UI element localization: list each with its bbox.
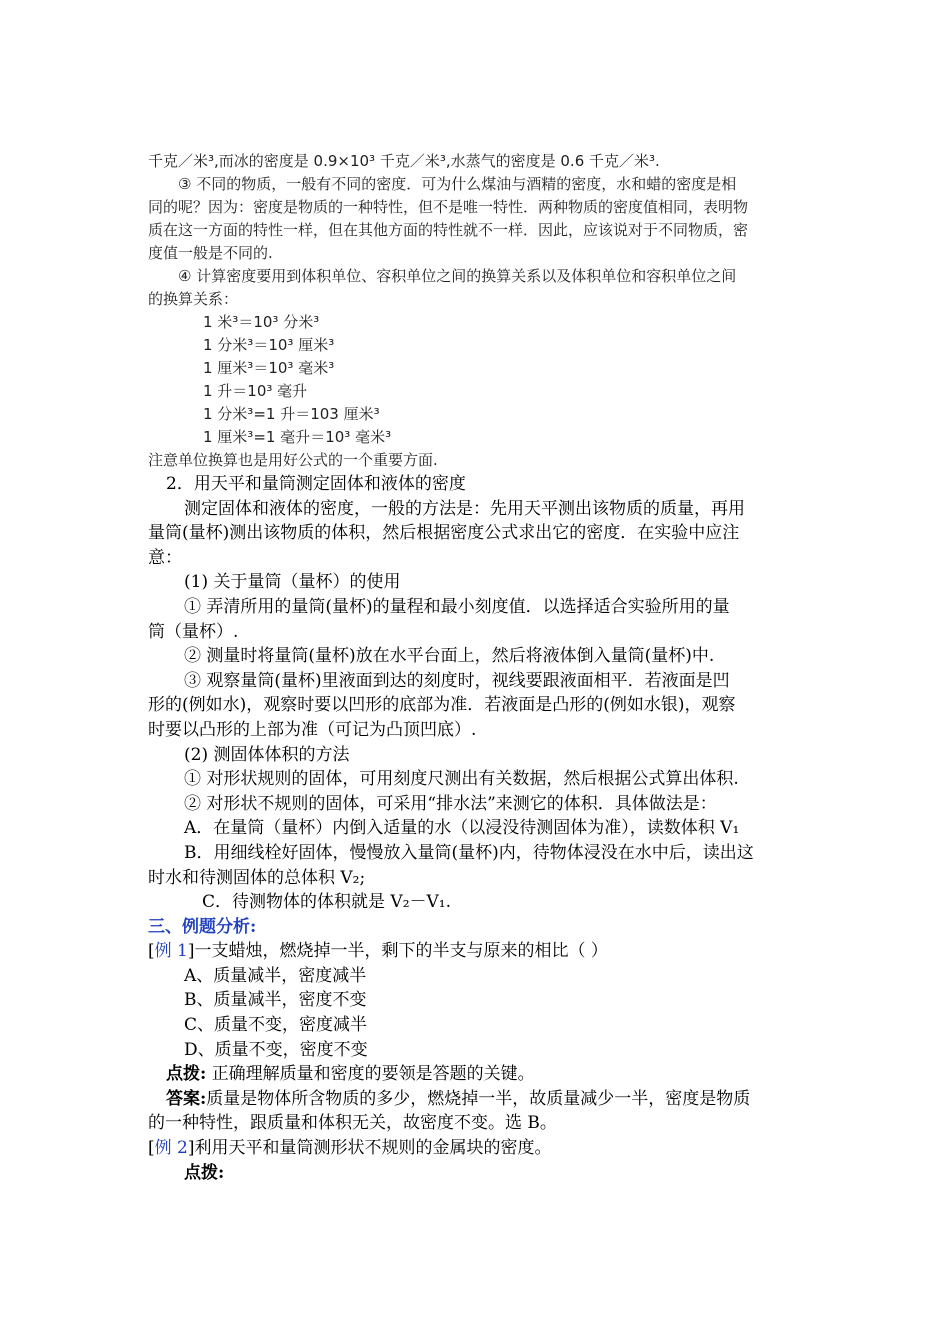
hint-label: 点拨:: [184, 1162, 225, 1183]
conversion-line: 1 分米³＝10³ 厘米³: [203, 336, 335, 354]
subheading: (1) 关于量筒（量杯）的使用: [184, 572, 401, 593]
answer-line: 的一种特性，跟质量和体积无关，故密度不变。选 B。: [148, 1113, 557, 1134]
conversion-line: 1 米³＝10³ 分米³: [203, 313, 320, 331]
conversion-line: 1 分米³=1 升＝103 厘米³: [203, 405, 380, 423]
section-title: 2．用天平和量筒测定固体和液体的密度: [166, 474, 466, 494]
example-tag: 例 1: [154, 941, 188, 962]
option-d: D、质量不变，密度不变: [184, 1039, 368, 1060]
hint-line: [148, 1062, 808, 1087]
paragraph-line: 量筒(量杯)测出该物质的体积，然后根据密度公式求出它的密度．在实验中应注: [148, 523, 740, 544]
paragraph-line: ③ 观察量筒(量杯)里液面到达的刻度时，视线要跟液面相平．若液面是凹: [184, 670, 730, 691]
paragraph-line: 筒（量杯）.: [148, 621, 239, 642]
hint-label: 点拨:: [166, 1064, 207, 1085]
paragraph-line: 意：: [148, 547, 182, 568]
example-text: 利用天平和量筒测形状不规则的金属块的密度。: [194, 1138, 552, 1159]
paragraph-line: B．用细线栓好固体，慢慢放入量筒(量杯)内，待物体浸没在水中后，读出这: [184, 842, 754, 863]
img-line: ③ 不同的物质，一般有不同的密度．可为什么煤油与酒精的密度，水和蜡的密度是相: [178, 175, 737, 193]
section-title: 三、例题分析:: [148, 916, 257, 937]
img-line: 注意单位换算也是用好公式的一个重要方面.: [148, 451, 438, 469]
img-line: 同的呢？因为：密度是物质的一种特性，但不是唯一特性．两种物质的密度值相同，表明物: [148, 198, 749, 216]
subheading: (2) 测固体体积的方法: [184, 744, 350, 765]
answer-label: 答案:: [166, 1088, 207, 1109]
example-text: 一支蜡烛，燃烧掉一半，剩下的半支与原来的相比（ ）: [194, 941, 608, 962]
example-1: [例 1]一支蜡烛，燃烧掉一半，剩下的半支与原来的相比（ ）: [148, 941, 608, 962]
answer-line: [148, 1087, 808, 1112]
conversion-line: 1 厘米³＝10³ 毫米³: [203, 359, 335, 377]
body-text: [148, 472, 808, 1185]
img-line: 千克／米³,而冰的密度是 0.9×10³ 千克／米³,水蒸气的密度是 0.6 千克／米³.: [148, 152, 660, 170]
paragraph-line: C．待测物体的体积就是 V₂－V₁.: [202, 892, 451, 913]
paragraph-line: ① 对形状规则的固体，可用刻度尺测出有关数据，然后根据公式算出体积.: [184, 769, 739, 790]
option-a: A、质量减半，密度减半: [184, 965, 367, 986]
hint-text: 正确理解质量和密度的要领是答题的关键。: [211, 1064, 535, 1085]
paragraph-line: 测定固体和液体的密度，一般的方法是：先用天平测出该物质的质量，再用: [184, 498, 745, 519]
conversion-line: 1 升＝10³ 毫升: [203, 382, 308, 400]
paragraph-line: ② 对形状不规则的固体，可采用“排水法”来测它的体积．具体做法是：: [184, 793, 717, 814]
option-b: B、质量减半，密度不变: [184, 990, 367, 1011]
example-tag: 例 2: [154, 1138, 188, 1159]
paragraph-line: ① 弄清所用的量筒(量杯)的量程和最小刻度值．以选择适合实验所用的量: [184, 596, 730, 617]
option-c: C、质量不变，密度减半: [184, 1015, 368, 1036]
paragraph-line: 时水和待测固体的总体积 V₂;: [148, 867, 366, 888]
img-line: 的换算关系：: [148, 290, 239, 308]
paragraph-line: A．在量筒（量杯）内倒入适量的水（以浸没待测固体为准），读数体积 V₁: [184, 818, 740, 839]
img-line: ④ 计算密度要用到体积单位、容积单位之间的换算关系以及体积单位和容积单位之间: [178, 267, 737, 285]
paragraph-line: 时要以凸形的上部为准（可记为凸顶凹底）.: [148, 719, 477, 740]
paragraph-line: 形的(例如水)，观察时要以凹形的底部为准．若液面是凸形的(例如水银)，观察: [148, 695, 736, 716]
img-line: 质在这一方面的特性一样，但在其他方面的特性就不一样．因此，应该说对于不同物质，密: [148, 221, 749, 239]
answer-text: 质量是物体所含物质的多少，燃烧掉一半，故质量减少一半，密度是物质: [206, 1088, 751, 1109]
example-2: [例 2]利用天平和量筒测形状不规则的金属块的密度。: [148, 1138, 552, 1159]
scanned-text-image: [148, 150, 788, 472]
paragraph-line: ② 测量时将量筒(量杯)放在水平台面上，然后将液体倒入量筒(量杯)中.: [184, 646, 715, 667]
conversion-line: 1 厘米³=1 毫升＝10³ 毫米³: [203, 428, 392, 446]
img-line: 度值一般是不同的.: [148, 244, 273, 262]
